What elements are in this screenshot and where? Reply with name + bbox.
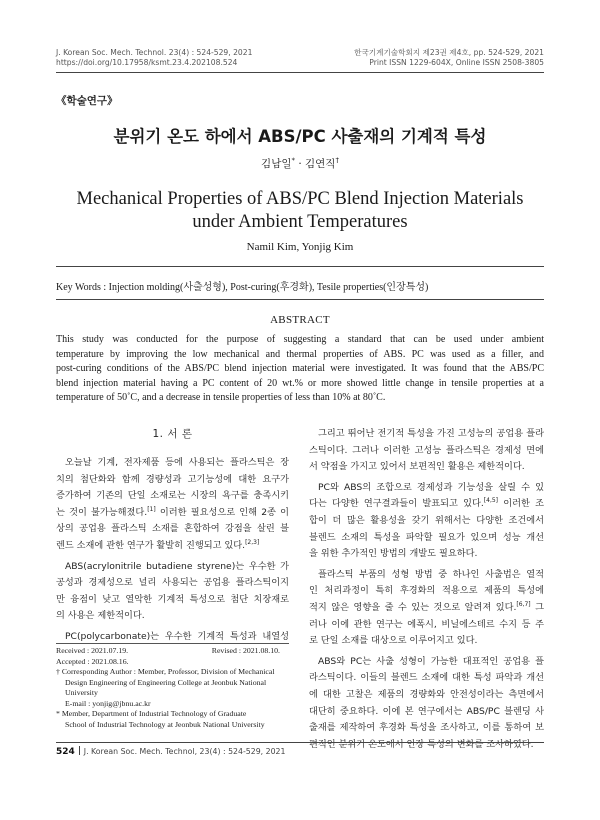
body-text-line bbox=[309, 687, 544, 704]
text-run: 만 융점이 낮고 열악한 기계적 특성으로 첨단 치장재로 bbox=[56, 593, 289, 605]
body-text-line bbox=[309, 670, 544, 687]
text-run: 러나 이에 관한 연구는 에폭시, 비닐에스테르 수지 등 주 bbox=[309, 618, 544, 630]
body-text-line bbox=[309, 530, 544, 547]
text-run: ABS와 PC는 사출 성형이 가능한 대표적인 공업용 플 bbox=[318, 655, 544, 667]
text-run: 치의 첨단화와 함께 경량성과 고기능성에 대한 요구가 bbox=[56, 473, 289, 485]
body-text-line bbox=[309, 720, 544, 737]
authors-english: Namil Kim, Yonjig Kim bbox=[246, 241, 354, 253]
body-text-line bbox=[309, 633, 544, 650]
text-run: 로 단일 소재를 대상으로 이루어지고 있다. bbox=[309, 635, 478, 647]
text-run: 는 것이 불가능해졌다. bbox=[56, 506, 148, 518]
author-separator: · bbox=[294, 158, 305, 170]
title-english-line-2: under Ambient Temperatures bbox=[192, 212, 408, 232]
corresponding-author-line: University bbox=[65, 688, 98, 697]
corresponding-author-line: † Corresponding Author : Member, Professor, Division of Mechanical bbox=[56, 667, 275, 676]
body-text-line bbox=[309, 443, 544, 460]
text-run: 합이 더 많은 활용성을 갖기 위해서는 다양한 조건에서 bbox=[309, 514, 544, 526]
author-1-mark: * bbox=[291, 156, 295, 165]
body-text-line bbox=[56, 592, 289, 609]
text-run: ABS(acrylonitrile butadiene styrene)는 우수한 가 bbox=[65, 560, 289, 572]
footer-rule bbox=[56, 742, 544, 743]
journal-issn-header bbox=[354, 48, 544, 68]
text-run: PC(polycarbonate)는 우수한 기계적 특성과 내열성 bbox=[65, 630, 289, 642]
author-2-mark: † bbox=[335, 156, 339, 165]
footer-separator bbox=[79, 746, 80, 755]
text-run: 이러한 필요성으로 인해 2종 이 bbox=[155, 506, 289, 518]
section-tag: 《학술연구》 bbox=[56, 95, 118, 107]
body-column-right bbox=[309, 426, 544, 753]
body-text-line bbox=[56, 521, 289, 538]
citation-marker: [1] bbox=[147, 505, 156, 513]
title-english bbox=[60, 188, 540, 234]
text-run: 인 처리과정이 특히 후경화의 적용으로 제품의 특성에 bbox=[309, 585, 544, 597]
abstract-heading: ABSTRACT bbox=[270, 314, 330, 326]
header-rule bbox=[56, 72, 544, 73]
text-run: 상의 공업용 플라스틱 소재를 혼합하여 강점을 살린 블 bbox=[56, 523, 289, 535]
received-date: Received : 2021.07.19. bbox=[56, 646, 129, 655]
text-run: 출재를 제작하여 후경화 특성을 조사하고, 이를 통하여 보 bbox=[309, 722, 544, 734]
section-heading-introduction: 1. 서 론 bbox=[152, 428, 193, 440]
text-run: 이러한 조 bbox=[498, 498, 545, 510]
title-english-line-1: Mechanical Properties of ABS/PC Blend Injection Materials bbox=[76, 189, 524, 209]
abstract-line: temperature of 50˚C, and a decrease in tensile properties of less than 10% at 80˚C. bbox=[56, 392, 386, 404]
author-1-name: 김남일 bbox=[261, 158, 292, 170]
text-run: 서 약점을 가지고 있어서 보편적인 활용은 제한적이다. bbox=[309, 461, 525, 473]
text-run: 오늘날 기계, 전자제품 등에 사용되는 플라스틱은 장 bbox=[65, 457, 289, 468]
text-run: 공성과 경제성으로 널리 사용되는 공업용 플라스틱이지 bbox=[56, 577, 289, 589]
keywords-top-rule bbox=[56, 266, 544, 267]
text-run: 을 위한 추가적인 방법의 개발도 필요하다. bbox=[309, 548, 478, 560]
body-text-line bbox=[309, 704, 544, 721]
page-number: 524 bbox=[56, 747, 75, 757]
body-text-line bbox=[309, 583, 544, 600]
text-run: 그 bbox=[530, 601, 544, 613]
body-text-line bbox=[309, 496, 544, 513]
text-run: 스틱이다. 그러나 이러한 고성능 플라스틱은 경제성 면에 bbox=[309, 444, 544, 456]
body-text-line bbox=[309, 567, 544, 584]
journal-citation-korean: 한국기계기술학회지 제23권 제4호, pp. 524-529, 2021 bbox=[354, 48, 544, 57]
text-run: 그리고 뛰어난 전기적 특성을 가진 고성능의 공업용 플라 bbox=[318, 428, 544, 439]
text-run: 플라스틱 부품의 성형 방법 중 하나인 사출법은 열적 bbox=[318, 568, 544, 580]
journal-citation: J. Korean Soc. Mech. Technol. 23(4) : 524-529, 2021 bbox=[56, 48, 253, 57]
body-text-line bbox=[56, 608, 289, 625]
body-text-line bbox=[56, 472, 289, 489]
abstract-line: blend injection material having a PC content of 20 wt.% or more showed little change in tensile properties at a bbox=[56, 377, 544, 389]
text-run: PC와 ABS의 조합으로 경제성과 기능성을 살릴 수 있 bbox=[318, 481, 544, 493]
keywords-bottom-rule bbox=[56, 299, 544, 300]
body-text-line bbox=[56, 505, 289, 522]
member-note-line: * Member, Department of Industrial Technology of Graduate bbox=[56, 709, 247, 718]
page-footer bbox=[56, 746, 285, 757]
abstract-line: temperature by improving the low mechanical and thermal properties of ABS. PC was used as a filler, and bbox=[56, 348, 544, 360]
text-run: 적지 않은 영향을 줄 수 있는 것으로 알려져 있다. bbox=[309, 601, 517, 613]
text-run: 대단히 중요하다. 이에 본 연구에서는 ABS/PC 블렌딩 사 bbox=[309, 705, 544, 717]
article-footnotes bbox=[56, 646, 292, 730]
keywords: Key Words : Injection molding(사출성형), Post-curing(후경화), Tesile properties(인장특성) bbox=[56, 282, 429, 293]
text-run: 렌드 소재에 관한 연구가 활발히 진행되고 있다. bbox=[56, 539, 246, 551]
abstract-line: post-curing conditions of the ABS/PC blend injection material were investigated. It was found that the ABS/PC bbox=[56, 363, 544, 375]
body-text-line bbox=[309, 513, 544, 530]
issn-info: Print ISSN 1229-604X, Online ISSN 2508-3805 bbox=[369, 58, 544, 67]
text-run: 증가하여 기존의 단일 소재로는 시장의 욕구를 충족시키 bbox=[56, 490, 289, 502]
body-text-line bbox=[56, 538, 289, 555]
body-text-line bbox=[309, 617, 544, 634]
text-run: 의 사용은 제한적이다. bbox=[56, 610, 145, 622]
abstract-body bbox=[56, 333, 544, 406]
body-text-line bbox=[309, 737, 544, 754]
body-text-line bbox=[309, 426, 544, 443]
corresponding-author-line: Design Engineering of Engineering College at Jeonbuk National bbox=[65, 677, 267, 687]
accepted-date: Accepted : 2021.08.16. bbox=[56, 656, 129, 666]
title-korean: 분위기 온도 하에서 ABS/PC 사출재의 기계적 특성 bbox=[113, 127, 487, 146]
citation-marker: [4,5] bbox=[483, 497, 499, 505]
body-text-line bbox=[56, 488, 289, 505]
abstract-line: This study was conducted for the purpose of suggesting a standard that can be used under ambient bbox=[56, 334, 544, 345]
doi-link[interactable]: https://doi.org/10.17958/ksmt.23.4.202108.524 bbox=[56, 58, 238, 67]
text-run: 라스틱이다. 이들의 블렌드 소재에 대한 특성 파악과 개선 bbox=[309, 672, 544, 684]
text-run: 에 대한 고찰은 제품의 경량화와 안전성이라는 측면에서 bbox=[309, 688, 544, 700]
text-run: 다는 다양한 연구결과들이 발표되고 있다. bbox=[309, 498, 484, 510]
introduction-left-text bbox=[56, 455, 289, 646]
body-text-line bbox=[56, 575, 289, 592]
footer-journal: J. Korean Soc. Mech. Technol, 23(4) : 524-529, 2021 bbox=[83, 747, 286, 756]
author-2-name: 김연직 bbox=[305, 158, 336, 170]
body-column-left bbox=[56, 426, 289, 646]
corresponding-author-email[interactable]: E-mail : yonjig@jbnu.ac.kr bbox=[65, 698, 151, 708]
revised-date: Revised : 2021.08.10. bbox=[211, 646, 280, 655]
text-run: 편적인 분위기 온도에서 인장 특성의 변화를 조사하였다. bbox=[309, 738, 534, 750]
introduction-right-text bbox=[309, 426, 544, 753]
body-text-line bbox=[309, 459, 544, 476]
citation-marker: [2,3] bbox=[245, 538, 260, 546]
text-run: 블렌드 소재의 특성을 파악할 필요가 있으며 성능 개선 bbox=[309, 531, 544, 543]
body-text-line bbox=[309, 600, 544, 617]
member-note-line: School of Industrial Technology at Jeonbuk National University bbox=[65, 719, 265, 729]
authors-korean bbox=[0, 156, 600, 171]
body-text-line bbox=[309, 546, 544, 563]
body-text-line bbox=[309, 654, 544, 671]
journal-citation-header bbox=[56, 48, 252, 68]
body-text-line bbox=[309, 480, 544, 497]
body-text-line bbox=[56, 559, 289, 576]
footnote-rule bbox=[56, 643, 289, 644]
citation-marker: [6,7] bbox=[516, 600, 531, 608]
body-text-line bbox=[56, 455, 289, 472]
received-revised-dates bbox=[56, 646, 292, 657]
